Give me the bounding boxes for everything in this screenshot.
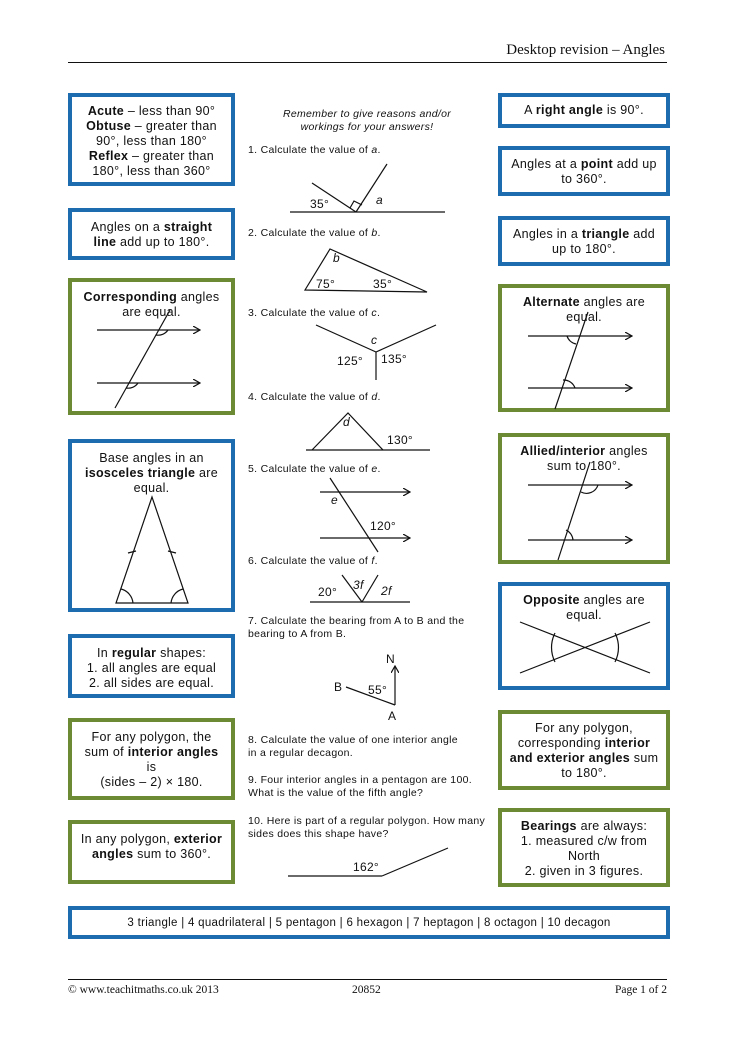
question-1: 1. Calculate the value of a. <box>248 144 381 156</box>
q6-label-20: 20° <box>318 585 338 599</box>
isosceles-term: isosceles triangle <box>84 466 196 480</box>
question-9: 9. Four interior angles in a pentagon are 100. What is the value of the fifth angle? <box>248 774 472 799</box>
interior-angles-term: interior angles <box>127 745 219 759</box>
footer-copyright: © www.teachitmaths.co.uk 2013 <box>68 984 219 996</box>
question-2: 2. Calculate the value of b. <box>248 227 381 239</box>
q5-label-e: e <box>331 493 338 507</box>
footer-page-number: Page 1 of 2 <box>614 984 667 996</box>
isosceles-diagram <box>116 497 188 603</box>
exterior-angles-box: In any polygon, exterior angles sum to 360°. <box>68 820 235 884</box>
isosceles-box: Base angles in an isosceles triangle are equal. <box>68 439 235 612</box>
q2-label-b: b <box>333 251 340 265</box>
q3-diagram <box>316 325 436 380</box>
q4-label-d: d <box>343 415 350 429</box>
question-4: 4. Calculate the value of d. <box>248 391 381 403</box>
q1-diagram <box>290 164 445 212</box>
q4-label-130: 130° <box>387 433 414 447</box>
q10-label-162: 162° <box>353 860 380 874</box>
q2-diagram <box>305 249 427 292</box>
angles-at-point-box: Angles at a point add up to 360°. <box>498 146 670 196</box>
intro-note: Remember to give reasons and/or workings for your answers! <box>282 108 452 133</box>
q7-label-B: B <box>334 680 343 694</box>
q1-label-35: 35° <box>310 197 330 211</box>
acute-term: Acute <box>87 104 125 118</box>
q10-diagram <box>288 848 448 876</box>
interior-exterior-box: For any polygon, corresponding interior and exterior angles sum to 180°. <box>498 710 670 790</box>
opposite-diagram <box>520 622 650 673</box>
q1-label-a: a <box>376 193 383 207</box>
alternate-angles-box: Alternate angles are equal. <box>498 284 670 412</box>
interior-angles-box: For any polygon, the sum of interior angles is (sides – 2) × 180. <box>68 718 235 800</box>
q3-label-125: 125° <box>337 354 364 368</box>
triangle-sum-box: Angles in a triangle add up to 180°. <box>498 216 670 266</box>
question-6: 6. Calculate the value of f. <box>248 555 378 567</box>
footer-resource-id: 20852 <box>352 984 381 996</box>
q6-label-2f: 2f <box>381 584 392 598</box>
page-header-title: Desktop revision – Angles <box>506 42 665 58</box>
allied-angles-box: Allied/interior angles sum to 180°. <box>498 433 670 564</box>
q2-label-35: 35° <box>373 277 393 291</box>
opposite-term: Opposite <box>523 593 580 607</box>
corresponding-angles-box: Corresponding angles are equal. <box>68 278 235 415</box>
alternate-term: Alternate <box>522 295 580 309</box>
right-angle-term: right angle <box>535 103 604 117</box>
question-5: 5. Calculate the value of e. <box>248 463 381 475</box>
footer-rule <box>68 979 667 980</box>
corresponding-diagram <box>97 310 200 408</box>
regular-term: regular <box>111 646 157 660</box>
q7-label-55: 55° <box>368 683 388 697</box>
question-7: 7. Calculate the bearing from A to B and the bearing to A from B. <box>248 615 465 640</box>
acute-def: – less than 90° <box>124 104 216 118</box>
q4-diagram <box>306 413 430 450</box>
obtuse-def: – greater than 90°, less than 180° <box>96 119 217 148</box>
q7-diagram <box>346 666 395 705</box>
regular-shapes-box: In regular shapes: 1. all angles are equal 2. all sides are equal. <box>68 634 235 698</box>
reflex-term: Reflex <box>88 149 129 163</box>
bearings-term: Bearings <box>520 819 577 833</box>
q3-label-135: 135° <box>381 352 408 366</box>
q6-diagram <box>310 575 410 602</box>
exterior-angles-term: exterior angles <box>91 832 223 861</box>
corresponding-term: Corresponding <box>83 290 178 304</box>
polygon-names-bar: 3 triangle | 4 quadrilateral | 5 pentagon | 6 hexagon | 7 heptagon | 8 octagon | 10 decagon <box>68 906 670 939</box>
question-10: 10. Here is part of a regular polygon. How many sides does this shape have? <box>248 815 486 840</box>
obtuse-term: Obtuse <box>86 119 132 133</box>
question-3: 3. Calculate the value of c. <box>248 307 381 319</box>
q2-label-75: 75° <box>316 277 336 291</box>
allied-term: Allied/interior <box>520 444 606 458</box>
q5-diagram <box>320 478 410 552</box>
point-term: point <box>580 157 613 171</box>
right-angle-box: A right angle is 90°. <box>498 93 670 128</box>
q6-label-3f: 3f <box>353 578 364 592</box>
straight-line-box: Angles on a straight line add up to 180°. <box>68 208 235 260</box>
allied-diagram <box>528 462 632 560</box>
interior-exterior-term: interior and exterior angles <box>509 736 651 765</box>
alternate-diagram <box>528 312 632 409</box>
triangle-term: triangle <box>581 227 630 241</box>
q5-label-120: 120° <box>370 519 397 533</box>
opposite-angles-box: Opposite angles are equal. <box>498 582 670 690</box>
question-8: 8. Calculate the value of one interior angle in a regular decagon. <box>248 734 458 759</box>
bearings-box: Bearings are always: 1. measured c/w from North 2. given in 3 figures. <box>498 808 670 887</box>
q3-label-c: c <box>371 333 378 347</box>
q7-label-N: N <box>386 652 395 666</box>
straight-line-term: straight line <box>93 220 213 249</box>
q7-label-A: A <box>388 709 397 723</box>
reflex-def: – greater than 180°, less than 360° <box>92 149 215 178</box>
